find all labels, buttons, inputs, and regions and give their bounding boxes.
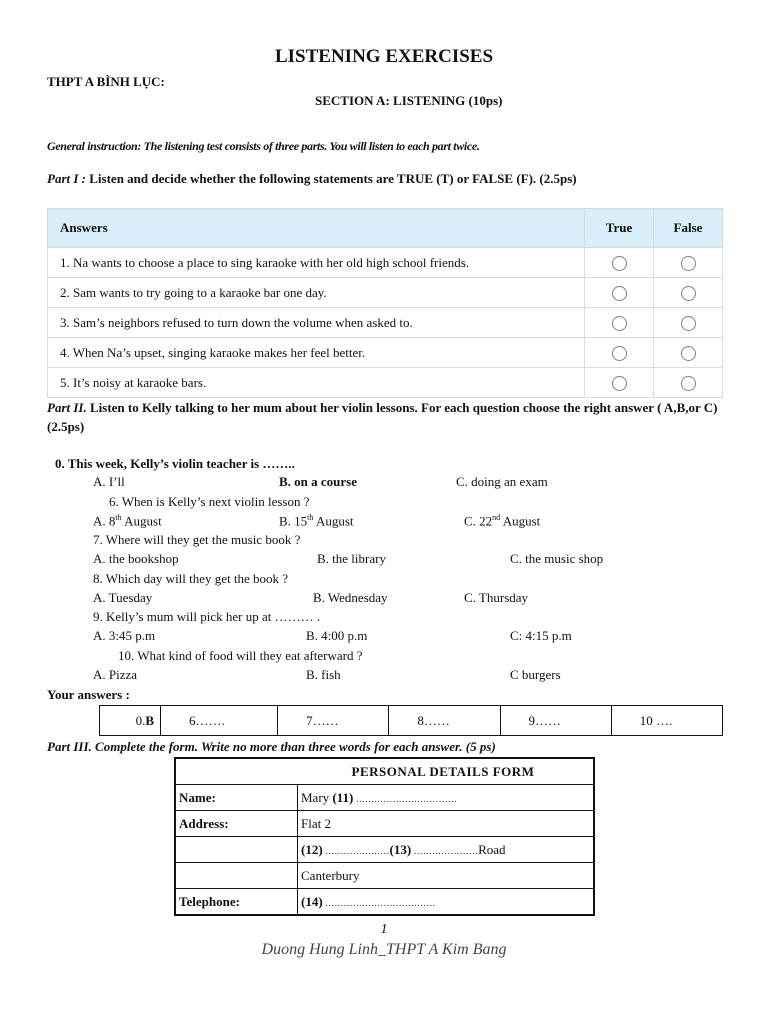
true-radio-5[interactable]	[612, 376, 627, 391]
telephone-field[interactable]	[298, 889, 595, 916]
part2-label: Part II.	[47, 400, 87, 415]
q6-b-month: August	[313, 513, 354, 529]
address-value: Flat 2	[298, 811, 595, 837]
part2-text: Listen to Kelly talking to her mum about her violin lessons. For each question choose the right answer ( A,B,or C) (2.5ps)	[47, 400, 718, 434]
gap-12-blank[interactable]: …………………	[322, 845, 390, 856]
gap-14-number: (14)	[301, 893, 323, 909]
address-label: Address:	[175, 811, 298, 837]
q8-option-a: A. Tuesday	[93, 590, 153, 605]
form-row-city	[175, 863, 594, 889]
gap-12-number: (12)	[301, 841, 323, 857]
empty-label-cell	[175, 837, 298, 863]
form-row-address	[175, 811, 594, 837]
table-row	[48, 248, 723, 278]
answer-cell-10[interactable]: 10 ….	[611, 706, 722, 736]
q8-option-c: C. Thursday	[464, 590, 529, 605]
question-7: 7. Where will they get the music book ?	[93, 532, 301, 547]
form-row-street	[175, 837, 594, 863]
form-title-row	[175, 758, 594, 785]
question-6: 6. When is Kelly’s next violin lesson ?	[109, 494, 310, 509]
q6-a-month: August	[121, 513, 162, 529]
q6-c-text: C. 22	[464, 513, 493, 529]
name-field[interactable]	[298, 785, 595, 811]
q9-option-c: C: 4:15 p.m	[510, 628, 572, 643]
street-field[interactable]	[298, 837, 595, 863]
gap-14-blank[interactable]: ………………………………	[322, 897, 436, 908]
question-9: 9. Kelly’s mum will pick her up at ……… .	[93, 609, 321, 624]
true-cell-3	[585, 308, 654, 338]
gap-11-blank[interactable]: ……………………………	[353, 793, 458, 804]
q6-c-sup: nd	[492, 513, 501, 522]
telephone-label: Telephone:	[175, 889, 298, 916]
footer-author: Duong Hung Linh_THPT A Kim Bang	[261, 941, 507, 958]
q6-c-month: August	[500, 513, 541, 529]
answer-cell-9[interactable]: 9……	[500, 706, 611, 736]
false-radio-1[interactable]	[681, 256, 696, 271]
q6-option-a	[93, 513, 162, 529]
table-row	[48, 308, 723, 338]
gap-13-number: (13)	[389, 841, 412, 857]
false-radio-2[interactable]	[681, 286, 696, 301]
statement-3: 3. Sam’s neighbors refused to turn down the volume when asked to.	[48, 308, 585, 338]
empty-label-cell	[175, 863, 298, 889]
true-cell-4	[585, 338, 654, 368]
table-header-row	[48, 209, 723, 248]
q9-option-b: B. 4:00 p.m	[306, 628, 368, 643]
table-row	[48, 338, 723, 368]
part1-label: Part I :	[47, 171, 86, 186]
city-value: Canterbury	[298, 863, 595, 889]
answer-0-number: 0.	[135, 712, 146, 728]
false-cell-3	[654, 308, 723, 338]
answer-cell-7[interactable]: 7……	[278, 706, 389, 736]
false-cell-5	[654, 368, 723, 398]
statement-4: 4. When Na’s upset, singing karaoke makes her feel better.	[48, 338, 585, 368]
table-row	[48, 278, 723, 308]
q9-option-a: A. 3:45 p.m	[93, 628, 156, 643]
q7-option-c: C. the music shop	[510, 551, 604, 566]
part1-text: Listen and decide whether the following statements are TRUE (T) or FALSE (F). (2.5ps)	[86, 171, 577, 186]
part2-heading	[47, 398, 747, 436]
part3-heading: Part III. Complete the form. Write no more than three words for each answer. (5 ps)	[47, 739, 496, 754]
example-option-c: C. doing an exam	[456, 474, 548, 489]
page-number: 1	[380, 922, 388, 937]
true-false-table	[47, 208, 723, 398]
part1-heading	[47, 171, 577, 187]
gap-13-blank[interactable]: …………………	[411, 845, 479, 856]
false-cell-4	[654, 338, 723, 368]
q6-option-c	[464, 513, 540, 529]
answer-row	[100, 706, 723, 736]
false-radio-3[interactable]	[681, 316, 696, 331]
q8-option-b: B. Wednesday	[313, 590, 388, 605]
gap-11-number: (11)	[332, 789, 354, 805]
form-title: PERSONAL DETAILS FORM	[175, 758, 594, 785]
form-row-name	[175, 785, 594, 811]
q7-option-b: B. the library	[317, 551, 386, 566]
your-answers-label: Your answers :	[47, 687, 130, 702]
section-heading: SECTION A: LISTENING (10ps)	[315, 93, 503, 108]
page-title: LISTENING EXERCISES	[274, 46, 494, 67]
q10-option-c: C burgers	[510, 667, 561, 682]
false-cell-1	[654, 248, 723, 278]
name-value: Mary	[301, 789, 333, 805]
answers-header: Answers	[48, 209, 585, 248]
general-instruction: General instruction: The listening test consists of three parts. You will listen to each part twice.	[47, 139, 480, 153]
answer-cell-8[interactable]: 8……	[389, 706, 500, 736]
statement-5: 5. It’s noisy at karaoke bars.	[48, 368, 585, 398]
example-option-b: B. on a course	[279, 474, 357, 489]
true-cell-5	[585, 368, 654, 398]
answer-grid	[99, 705, 723, 736]
true-radio-4[interactable]	[612, 346, 627, 361]
statement-1: 1. Na wants to choose a place to sing karaoke with her old high school friends.	[48, 248, 585, 278]
true-radio-1[interactable]	[612, 256, 627, 271]
q6-a-text: A. 8	[93, 513, 116, 529]
answer-cell-6[interactable]: 6…….	[161, 706, 278, 736]
road-text: Road	[478, 841, 506, 857]
example-option-a: A. I’ll	[93, 474, 125, 489]
question-8: 8. Which day will they get the book ?	[93, 571, 289, 586]
name-label: Name:	[175, 785, 298, 811]
q10-option-a: A. Pizza	[93, 667, 138, 682]
true-radio-3[interactable]	[612, 316, 627, 331]
true-radio-2[interactable]	[612, 286, 627, 301]
personal-details-form	[174, 757, 595, 916]
q6-a-sup: th	[115, 513, 122, 522]
answer-cell-0	[100, 706, 161, 736]
q10-option-b: B. fish	[306, 667, 341, 682]
q7-option-a: A. the bookshop	[93, 551, 179, 566]
school-name: THPT A BÌNH LỤC:	[47, 74, 165, 89]
q6-b-text: B. 15	[279, 513, 308, 529]
false-radio-5[interactable]	[681, 376, 696, 391]
question-10: 10. What kind of food will they eat afterward ?	[118, 648, 363, 663]
true-header: True	[585, 209, 654, 248]
statement-2: 2. Sam wants to try going to a karaoke bar one day.	[48, 278, 585, 308]
false-header: False	[654, 209, 723, 248]
false-cell-2	[654, 278, 723, 308]
q6-b-sup: th	[307, 513, 314, 522]
true-cell-2	[585, 278, 654, 308]
q6-option-b	[279, 513, 354, 529]
example-question: 0. This week, Kelly’s violin teacher is ……..	[55, 456, 295, 471]
false-radio-4[interactable]	[681, 346, 696, 361]
answer-0-value: B	[145, 712, 154, 728]
form-row-telephone	[175, 889, 594, 916]
true-cell-1	[585, 248, 654, 278]
table-row	[48, 368, 723, 398]
